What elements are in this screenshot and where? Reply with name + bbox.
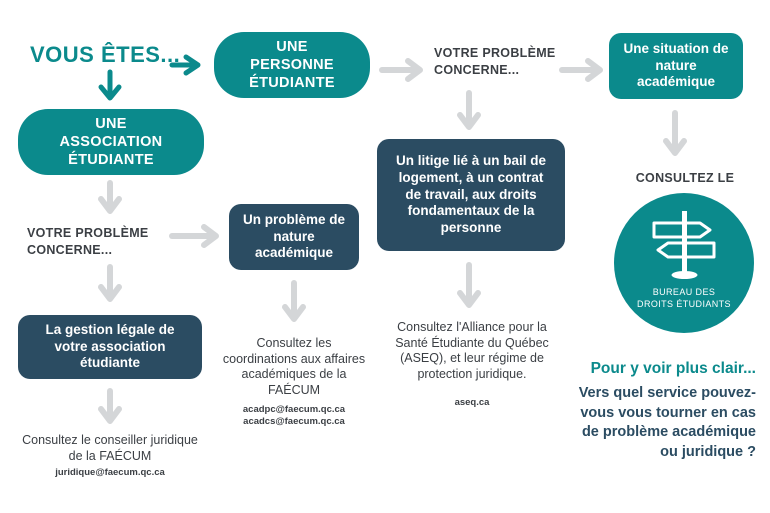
conseiller-email: juridique@faecum.qc.ca (55, 467, 165, 478)
arrow-down-icon (456, 90, 482, 132)
tagline-question: Vers quel service pouvez-vous vous tourner en cas de problème académique ou juridique ? (578, 385, 756, 460)
arrow-right-icon (560, 58, 606, 82)
outcome-alliance: Consultez l'Alliance pour la Santé Étudiante du Québec (ASEQ), et leur régime de protection juridique. (395, 320, 549, 381)
outcome-conseiller: Consultez le conseiller juridique de la FAÉCUM (22, 433, 198, 463)
arrow-right-icon (170, 224, 222, 248)
node-probleme-academique: Un problème de nature académique (229, 204, 359, 270)
coord-email-2: acadcs@faecum.qc.ca (243, 416, 345, 427)
outcome-coordinations: Consultez les coordinations aux affaires académiques de la FAÉCUM (222, 336, 366, 397)
tagline-heading: Pour y voir plus clair... (590, 360, 756, 377)
bureau-badge (614, 193, 754, 333)
intro-title: VOUS ÊTES... (30, 42, 181, 67)
arrow-right-icon (170, 54, 204, 76)
node-association-etudiante: UNE ASSOCIATION ÉTUDIANTE (18, 109, 204, 175)
arrow-down-icon (97, 264, 123, 304)
node-situation-academique: Une situation de nature académique (609, 33, 743, 99)
bureau-label: BUREAU DES DROITS ÉTUDIANTS (637, 287, 731, 309)
node-personne-etudiante: UNE PERSONNE ÉTUDIANTE (214, 32, 370, 98)
arrow-down-icon (456, 262, 482, 310)
label-consultez-le: CONSULTEZ LE (635, 171, 735, 185)
alliance-site: aseq.ca (454, 397, 490, 408)
arrow-down-icon (97, 70, 123, 104)
arrow-down-icon (662, 110, 688, 158)
label-concerne-left: VOTRE PROBLÈME CONCERNE... (27, 226, 149, 257)
node-gestion-legale: La gestion légale de votre association étudiante (18, 315, 202, 379)
node-litige: Un litige lié à un bail de logement, à un contrat de travail, aux droits fondamentaux de la personne (377, 139, 565, 251)
arrow-down-icon (97, 180, 123, 216)
arrow-right-icon (380, 58, 426, 82)
arrow-down-icon (97, 388, 123, 426)
coord-email-1: acadpc@faecum.qc.ca (242, 404, 346, 415)
label-concerne-top: VOTRE PROBLÈME CONCERNE... (434, 46, 556, 77)
arrow-down-icon (281, 280, 307, 324)
signpost-icon (614, 193, 754, 333)
